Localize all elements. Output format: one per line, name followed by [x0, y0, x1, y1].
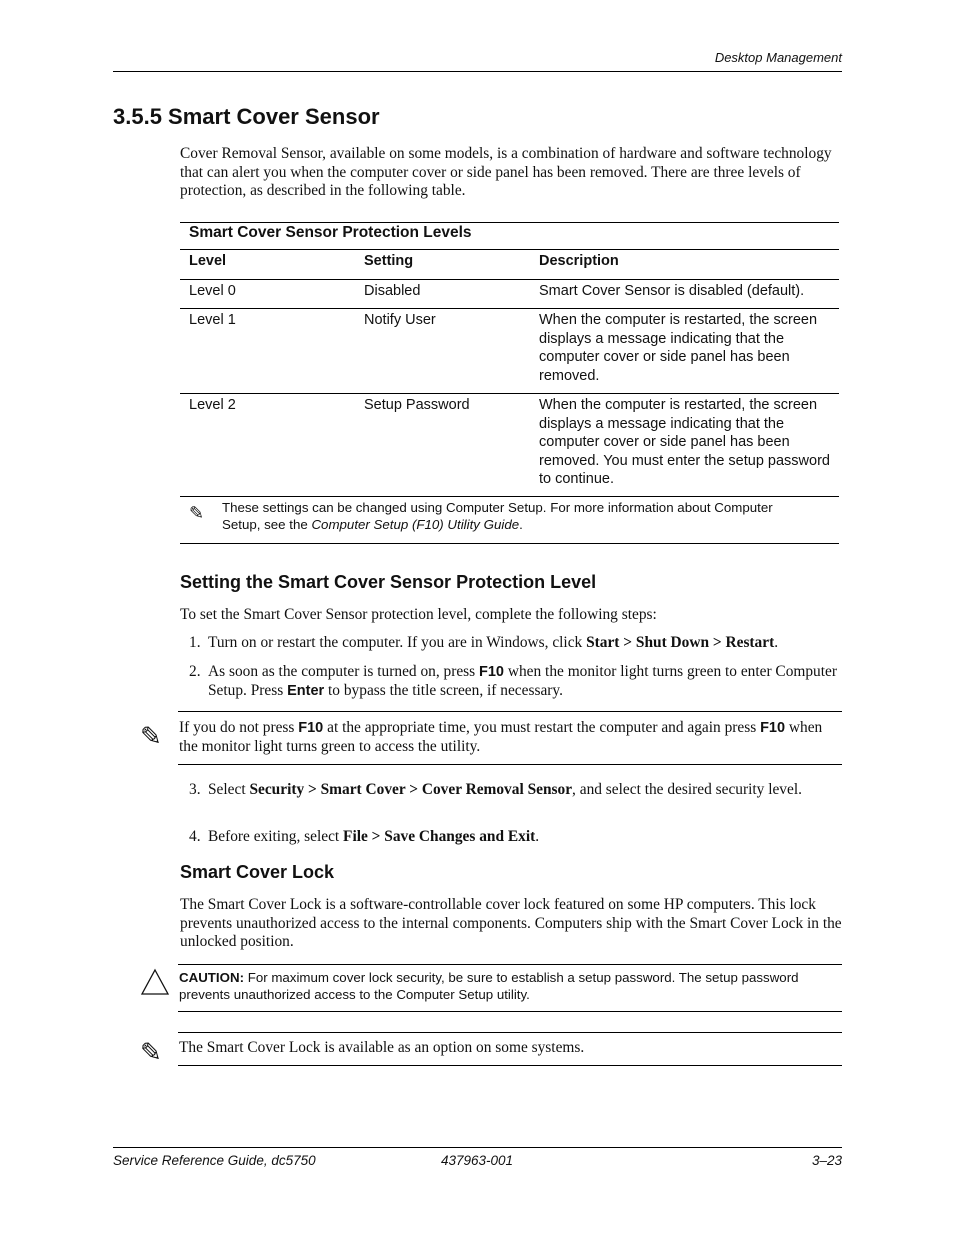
running-header: Desktop Management: [714, 50, 842, 65]
footer-page-number: 3–23: [811, 1153, 842, 1168]
lock-heading: Smart Cover Lock: [180, 862, 335, 882]
pencil-note-icon: ✎: [140, 722, 162, 751]
lock-intro: The Smart Cover Lock is a software-controllable cover lock featured on some HP computers. This lock prevents unauthorized access to the internal components. Computers ship with the Smart Cover Lock in the unlocked position.: [180, 896, 842, 951]
step-2: 2. As soon as the computer is turned on, press F10 when the monitor light turns green to enter Computer Setup. Press Enter to bypass the title screen, if necessary.: [189, 663, 837, 699]
table-header-row: [180, 250, 839, 280]
table-cell: Notify User: [364, 312, 436, 328]
lock-note: The Smart Cover Lock is available as an option on some systems.: [178, 1032, 842, 1066]
table-note-text: These settings can be changed using Computer Setup. For more information about Computer Setup, see the Computer Setup (F10) Utility Guide.: [222, 500, 773, 532]
pencil-note-icon: ✎: [189, 503, 205, 523]
step-4: 4. Before exiting, select File > Save Changes and Exit.: [189, 828, 540, 845]
table-cell: Level 2: [189, 397, 236, 413]
caution-block: CAUTION: For maximum cover lock security, be sure to establish a setup password. The setup password prevents unauthorized access to the Computer Setup utility.: [178, 964, 842, 1012]
column-header-setting: Setting: [364, 253, 414, 269]
footer-rule: [113, 1147, 842, 1148]
section-intro: Cover Removal Sensor, available on some models, is a combination of hardware and software technology that can alert you when the computer cover or side panel has been removed. There are three levels of protection, as described in the following table.: [180, 145, 832, 200]
table-cell: Level 0: [189, 283, 236, 299]
footer-guide-title: Service Reference Guide, dc5750: [113, 1153, 316, 1168]
protection-heading: Setting the Smart Cover Sensor Protection Level: [180, 572, 597, 592]
table-cell: When the computer is restarted, the screen displays a message indicating that the computer cover or side panel has been removed.: [539, 312, 818, 384]
header-rule: [113, 71, 842, 72]
utility-guide-title: Computer Setup (F10) Utility Guide: [311, 516, 520, 532]
f10-note: If you do not press F10 at the appropriate time, you must restart the computer and again press F10 when the monitor light turns green to access the utility.: [178, 711, 842, 765]
table-title: Smart Cover Sensor Protection Levels: [180, 223, 839, 250]
caution-triangle-icon: [140, 968, 170, 1001]
protection-intro: To set the Smart Cover Sensor protection level, complete the following steps:: [180, 606, 657, 623]
step-1: 1. Turn on or restart the computer. If you are in Windows, click Start > Shut Down > Restart.: [189, 634, 779, 651]
table-cell: Setup Password: [364, 397, 470, 413]
table-cell: Level 1: [189, 312, 236, 328]
key-f10: F10: [479, 664, 505, 680]
section-heading: 3.5.5 Smart Cover Sensor: [113, 104, 380, 129]
caution-label: CAUTION:: [179, 970, 244, 985]
column-header-description: Description: [539, 253, 619, 269]
table-cell: Smart Cover Sensor is disabled (default).: [539, 283, 805, 299]
column-header-level: Level: [189, 253, 227, 269]
key-enter: Enter: [287, 682, 325, 699]
table-row: [180, 394, 839, 497]
table-row: [180, 280, 839, 309]
table-cell: Disabled: [364, 283, 421, 299]
protection-levels-table: [180, 222, 839, 544]
table-note: [180, 497, 839, 543]
table-cell: When the computer is restarted, the screen displays a message indicating that the computer cover or side panel has been removed. You must enter the setup password to continue.: [539, 397, 830, 487]
pencil-note-icon: ✎: [140, 1038, 162, 1067]
step-3: 3. Select Security > Smart Cover > Cover Removal Sensor, and select the desired security level.: [189, 781, 802, 798]
footer-part-number: 437963-001: [441, 1153, 514, 1168]
table-row: [180, 309, 839, 394]
